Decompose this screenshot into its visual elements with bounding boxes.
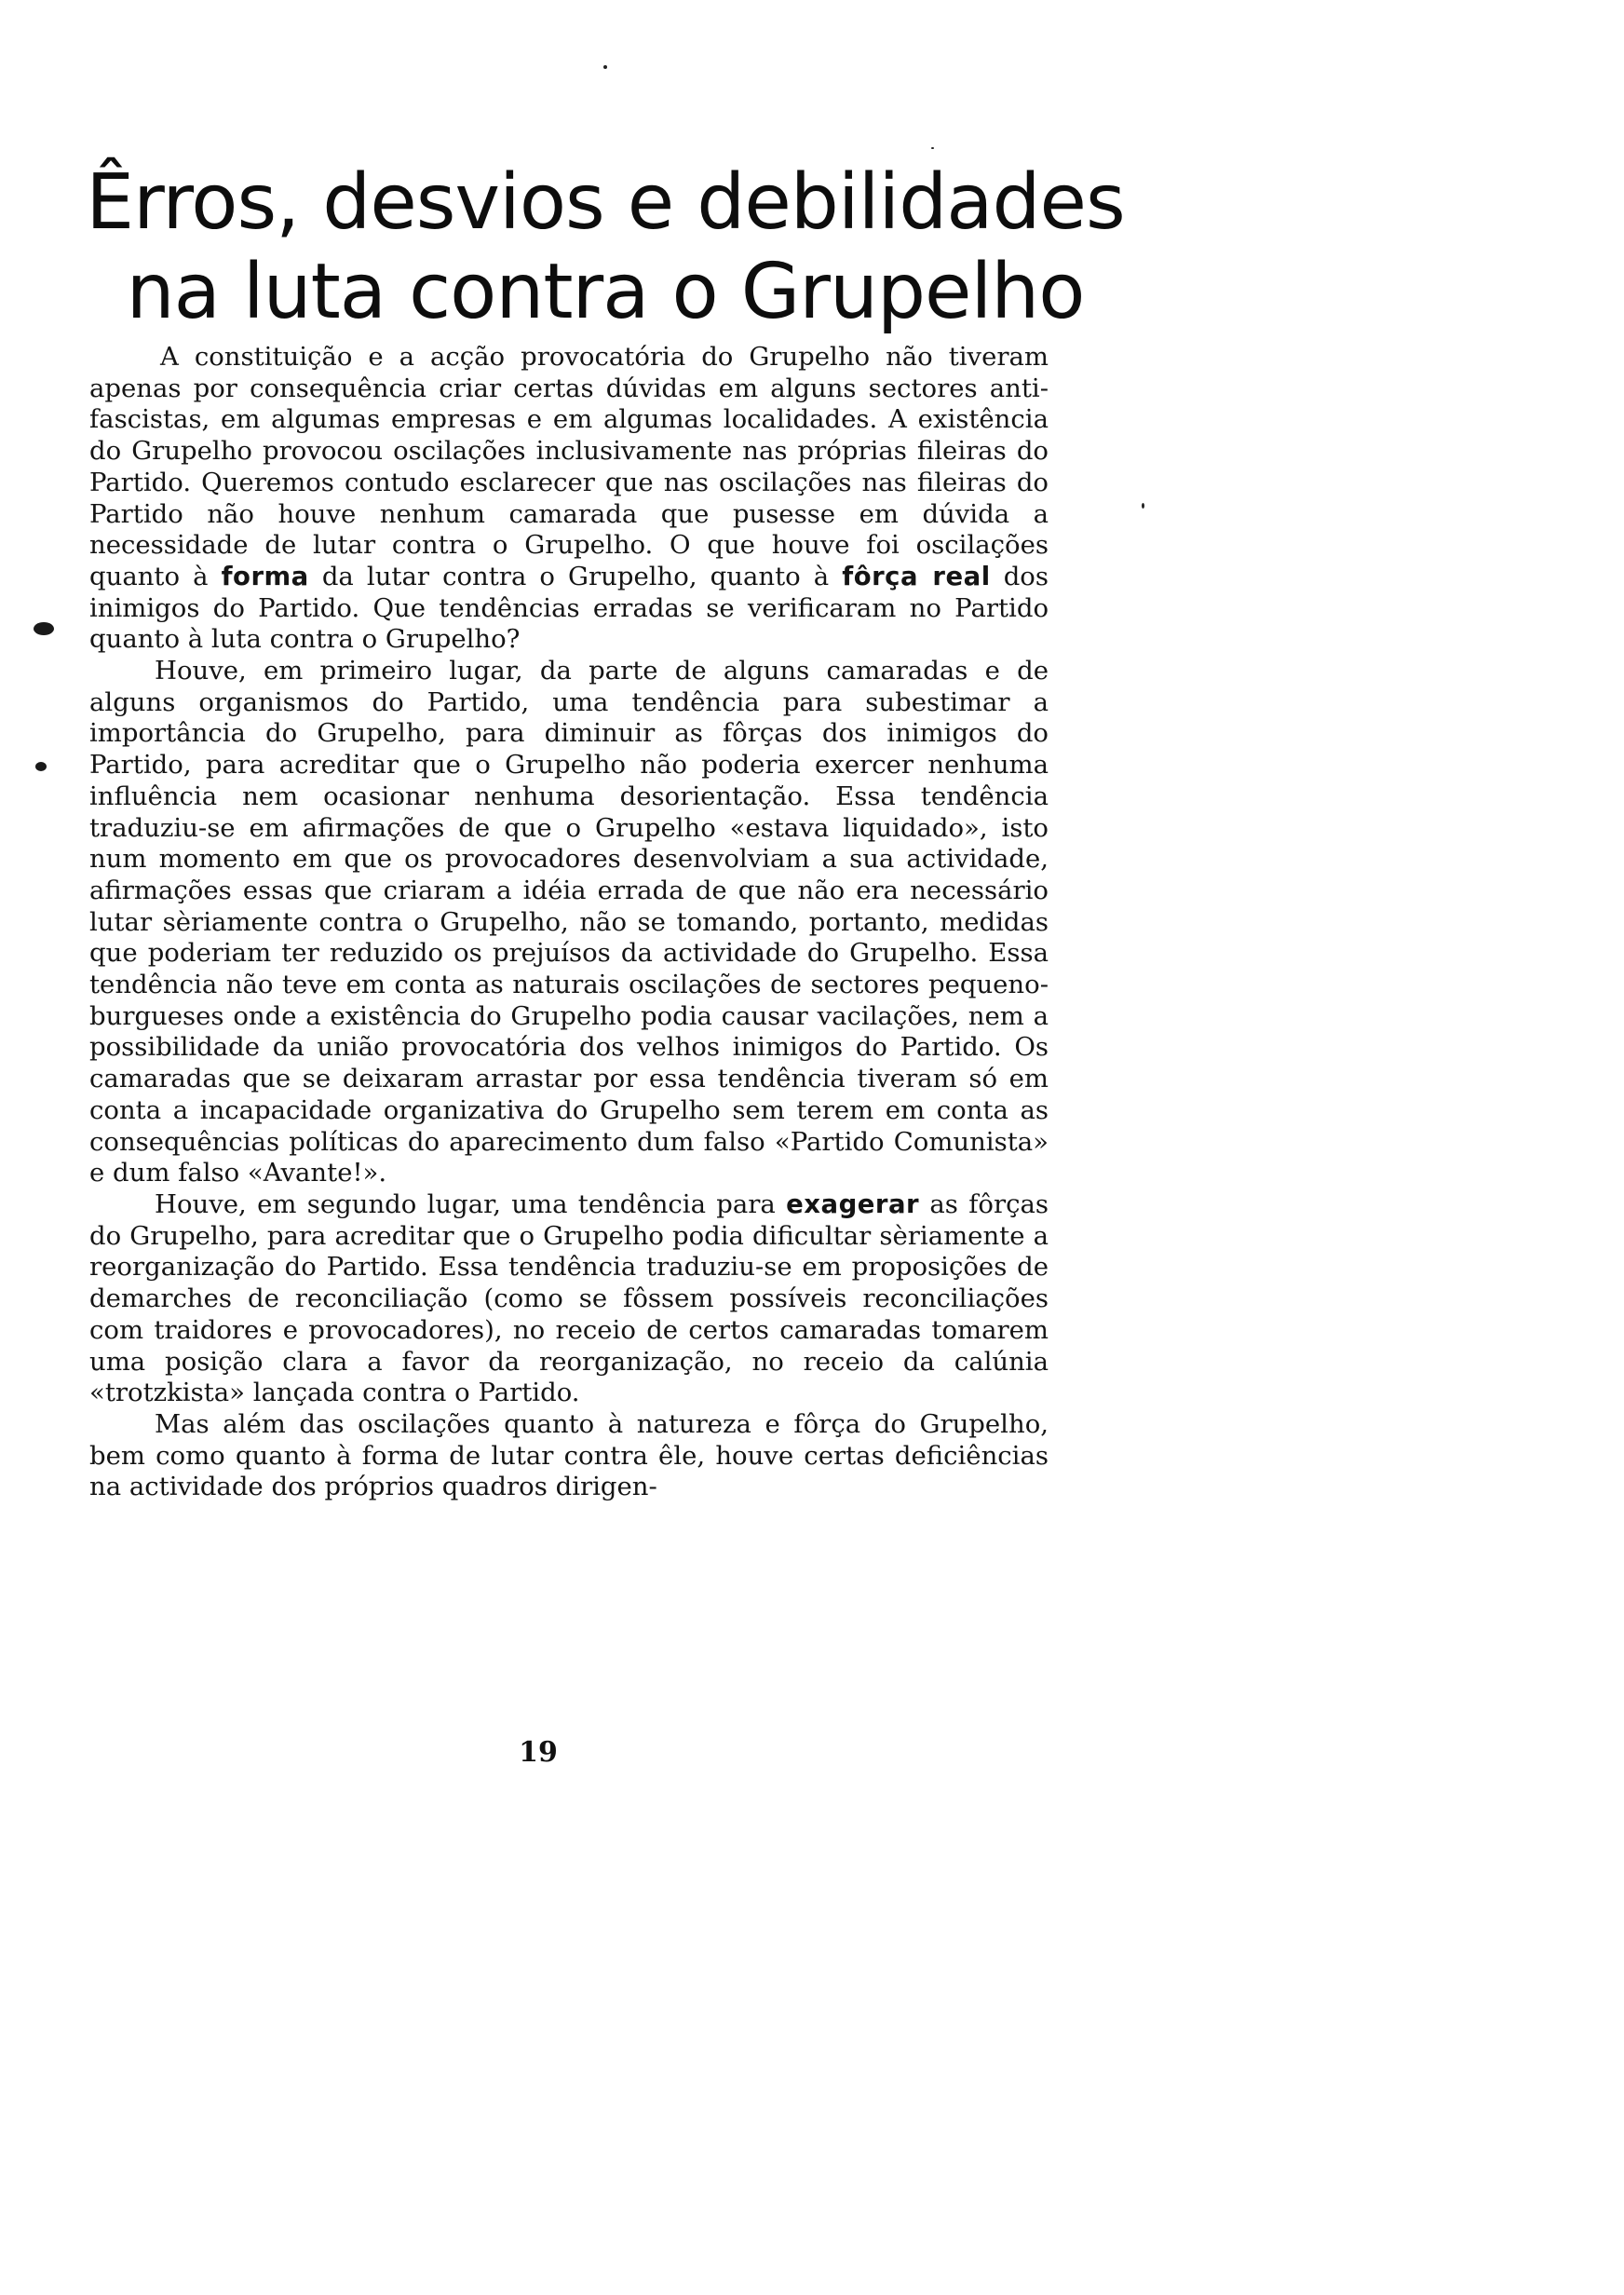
margin-mark-1 bbox=[34, 622, 54, 635]
text-segment: Houve, em primeiro lugar, da parte de alguns camaradas e de alguns organismos do Partido, uma tendência para subestimar a importância do Grupelho, para diminuir as fôrças dos inimigos do Partido, para acreditar que o Grupelho não poderia exercer nenhuma influência nem ocasionar nenhuma desorientação. Essa tendência traduziu-se em afirmações de que o Grupelho «estava liquidado», isto num momento em que os provocadores desenvolviam a sua actividade, afirmações essas que criaram a idéia errada de que não era necessário lutar sèriamente contra o Grupelho, não se tomando, portanto, medidas que poderiam ter reduzido os prejuísos da actividade do Grupelho. Essa tendência não teve em conta as naturais oscilações de sectores pequeno-burgueses onde a existência do Grupelho podia causar vacilações, nem a possibilidade da união provocatória dos velhos inimigos do Partido. Os camaradas que se deixaram arrastar por essa tendência tiveram só em conta a incapacidade organizativa do Grupelho sem terem em conta as consequências políticas do aparecimento dum falso «Partido Comunista» e dum falso «Avante!». bbox=[89, 656, 1049, 1188]
emphasis-forma: forma bbox=[221, 561, 309, 591]
paragraph-3 bbox=[89, 1189, 1049, 1409]
text-segment: as fôrças do Grupelho, para acreditar que o Grupelho podia dificultar sèriamente a reorganização do Partido. Essa tendência traduziu-se em proposições de demarches de reconciliação (como se fôssem possíveis reconciliações com traidores e provocadores), no receio de certos camaradas tomarem uma posição clara a favor da reorganização, no receio da calúnia «trotzkista» lançada contra o Partido. bbox=[89, 1188, 1049, 1408]
paragraph-2 bbox=[89, 656, 1049, 1189]
paragraph-4 bbox=[89, 1409, 1049, 1503]
text-segment: Mas além das oscilações quanto à natureza e fôrça do Grupelho, bem como quanto à forma de lutar contra êle, houve certas deficiências na actividade dos próprios quadros dirigen- bbox=[89, 1408, 1049, 1502]
scan-speck bbox=[1142, 503, 1144, 509]
title-line-1: Êrros, desvios e debilidades bbox=[86, 158, 1125, 247]
title-line-2: na luta contra o Grupelho bbox=[126, 248, 1085, 336]
emphasis-exagerar: exagerar bbox=[786, 1188, 920, 1219]
text-segment: dos inimigos do Partido. Que tendências erradas se verificaram no Partido quanto à luta contra o Grupelho? bbox=[89, 561, 1049, 655]
text-segment: A constituição e a acção provocatória do Grupelho não tiveram apenas por consequência criar certas dúvidas em alguns sectores anti-fascistas, em algumas empresas e em algumas localidades. A existência do Grupelho provocou oscilações inclusivamente nas próprias fileiras do Partido. Queremos contudo esclarecer que nas oscilações nas fileiras do Partido não houve nenhum camarada que pusesse em dúvida a necessidade de lutar contra o Grupelho. O que houve foi oscilações quanto à bbox=[89, 342, 1049, 591]
scan-speck bbox=[603, 65, 607, 69]
text-segment: Houve, em segundo lugar, uma tendência para bbox=[155, 1188, 787, 1219]
margin-mark-2 bbox=[35, 762, 47, 771]
text-segment: da lutar contra o Grupelho, quanto à bbox=[308, 561, 843, 591]
article-body bbox=[89, 342, 1049, 1503]
page-number: 19 bbox=[519, 1736, 558, 1769]
article-title bbox=[84, 158, 1127, 337]
paragraph-1 bbox=[89, 342, 1049, 656]
emphasis-forca-real: fôrça real bbox=[842, 561, 991, 591]
scan-speck bbox=[931, 147, 934, 149]
